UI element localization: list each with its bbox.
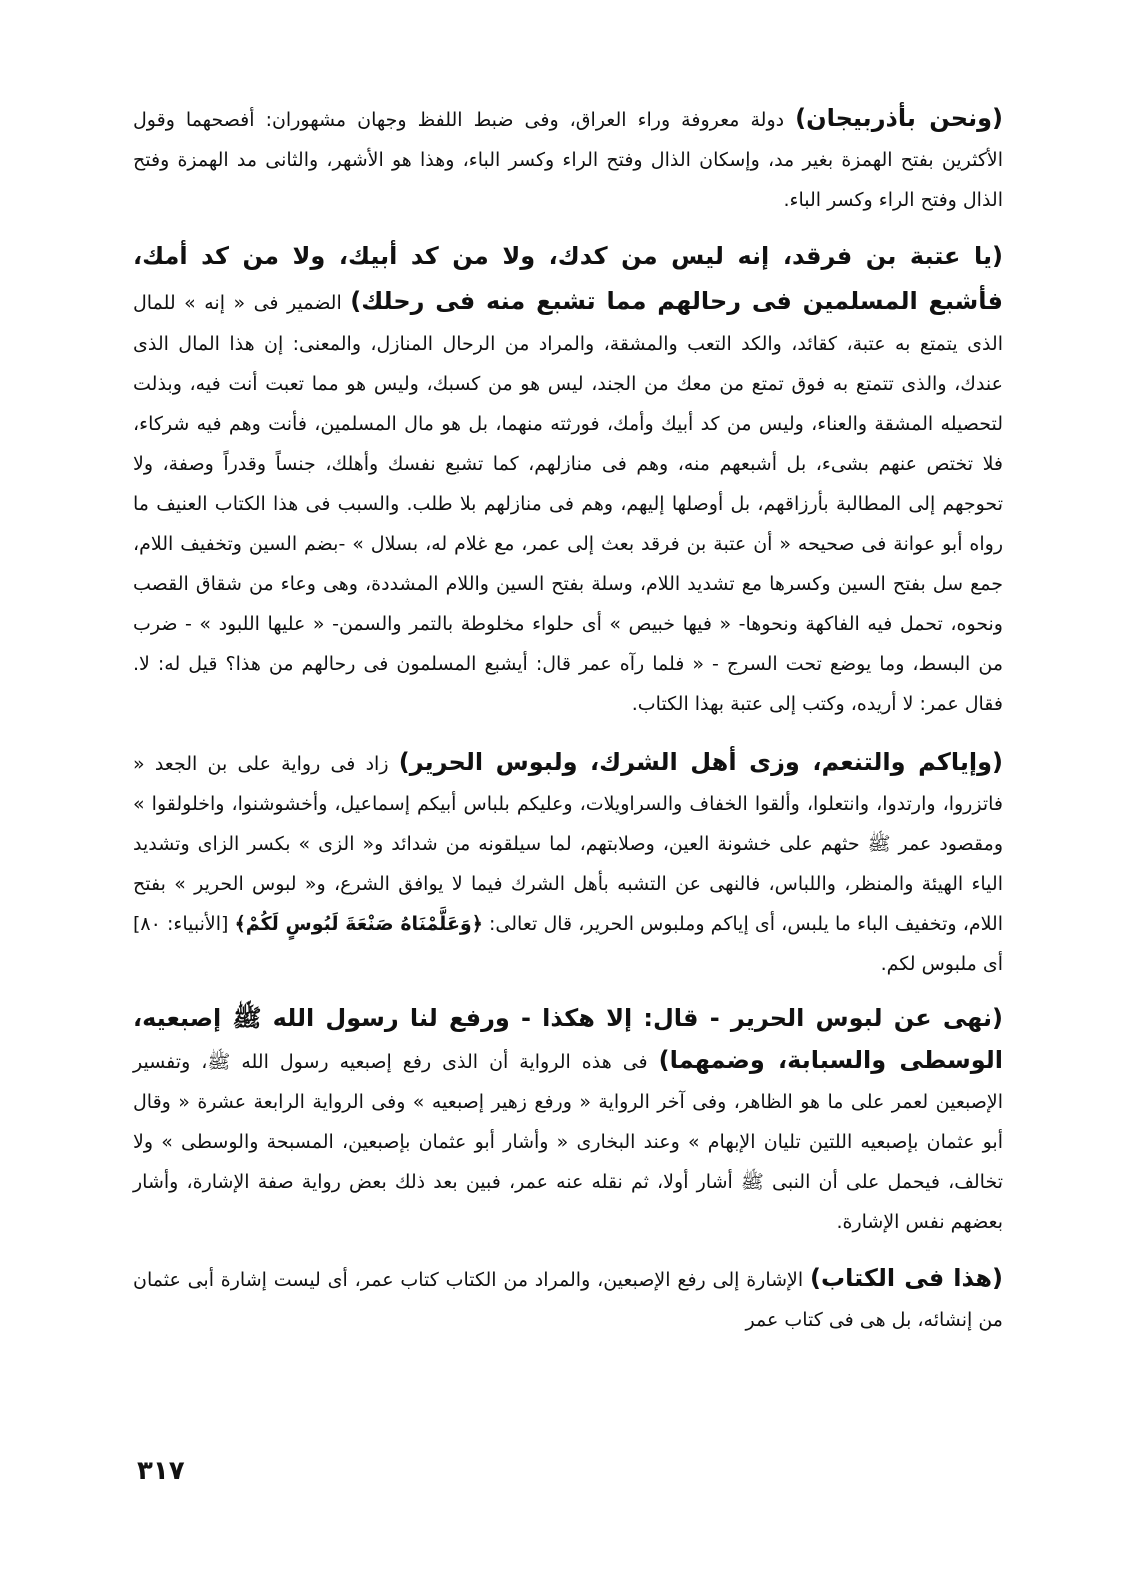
paragraph-heading: (يا عتبة بن فرقد، إنه ليس من كدك، ولا من كد أبيك، ولا من كد أمك، فأشبع المسلمين فى رحالهم مما تشبع منه فى رحلك) bbox=[133, 242, 1003, 315]
paragraph-body: زاد فى رواية على بن الجعد « فاتزروا، وارتدوا، وانتعلوا، وألقوا الخفاف والسراويلات، وعليكم بلباس أبيكم إسماعيل، وأخشوشنوا، واخلولقوا » ومقصود عمر ﷺ حثهم على خشونة العين، وصلابتهم، لما سيلقونه من شدائد و« الزى » بكسر الزاى وتشديد الياء الهيئة والمنظر، واللباس، فالنهى عن التشبه بأهل الشرك فيما لا يوافق الشرع، و« لبوس الحرير » بفتح اللام، وتخفيف الباء ما يلبس، أى إياكم وملبوس الحرير، قال تعالى: bbox=[133, 753, 1003, 935]
paragraph-utbah-ibn-farqad bbox=[133, 234, 1003, 724]
paragraph-body: الضمير فى « إنه » للمال الذى يتمتع به عتبة، كقائد، والكد التعب والمشقة، والمراد من الرحال المنازل، والمعنى: إن هذا المال الذى عندك، والذى تتمتع به فوق تمتع من معك من الجند، ليس هو من كسبك، وليس هو مما تعبت أنت فيه، وبذلت لتحصيله المشقة والعناء، وليس من كد أبيك وأمك، فورثته منهما، بل هو مال المسلمين، فأنت وهم فيه شركاء، فلا تختص عنهم بشىء، بل أشبعهم منه، وهم فى منازلهم، كما تشبع نفسك وأهلك، جنساً وقدراً وصفة، ولا تحوجهم إلى المطالبة بأرزاقهم، بل أوصلها إليهم، وهم فى منازلهم بلا طلب. والسبب فى هذا الكتاب العنيف ما رواه أبو عوانة فى صحيحه « أن عتبة بن فرقد بعث إلى عمر، مع غلام له، بسلال » -بضم السين وتخفيف اللام، جمع سل بفتح السين وكسرها مع تشديد اللام، وسلة بفتح السين واللام المشددة، وهى وعاء من شقاق القصب ونحوه، تحمل فيه الفاكهة ونحوها- « فيها خبيص » أى حلواء مخلوطة بالتمر والسمن- « عليها اللبود » - ضرب من البسط، وما يوضع تحت السرج - « فلما رآه عمر قال: أيشبع المسلمون فى رحالهم من هذا؟ قيل له: لا. فقال عمر: لا أريده، وكتب إلى عتبة بهذا الكتاب. bbox=[133, 292, 1003, 715]
quran-verse: ﴿وَعَلَّمْنَاهُ صَنْعَةَ لَبُوسٍ لَكُمْ﴾ bbox=[234, 913, 483, 935]
paragraph-body: فى هذه الرواية أن الذى رفع إصبعيه رسول الله ﷺ، وتفسير الإصبعين لعمر على ما هو الظاهر، وفى آخر الرواية « ورفع زهير إصبعيه » وفى الرواية الرابعة عشرة « وقال أبو عثمان بإصبعيه اللتين تليان الإبهام » وعند البخارى « وأشار أبو عثمان بإصبعين، المسبحة والوسطى » ولا تخالف، فيحمل على أن النبى ﷺ أشار أولا، ثم نقله عنه عمر، فبين بعد ذلك بعض رواية صفة الإشارة، وأشار بعضهم نفس الإشارة. bbox=[133, 1051, 1003, 1233]
document-page bbox=[133, 98, 1003, 1340]
paragraph-heading: (ونحن بأذربيجان) bbox=[795, 104, 1003, 132]
page-number: ٣١٧ bbox=[137, 1456, 185, 1486]
paragraph-heading: (وإياكم والتنعم، وزى أهل الشرك، ولبوس الحرير) bbox=[398, 748, 1003, 776]
paragraph-beware-luxury bbox=[133, 742, 1003, 984]
paragraph-azerbaijan bbox=[133, 98, 1003, 220]
paragraph-in-the-letter bbox=[133, 1258, 1003, 1340]
paragraph-body: الإشارة إلى رفع الإصبعين، والمراد من الكتاب كتاب عمر، أى ليست إشارة أبى عثمان من إنشائه، بل هى فى كتاب عمر bbox=[133, 1269, 1003, 1331]
paragraph-heading: (نهى عن لبوس الحرير - قال: إلا هكذا - ورفع لنا رسول الله ﷺ إصبعيه، الوسطى والسبابة، وضمهما) bbox=[133, 1004, 1003, 1074]
verse-citation: [الأنبياء: ٨٠] أى ملبوس لكم. bbox=[133, 913, 1003, 975]
paragraph-silk-prohibition bbox=[133, 998, 1003, 1242]
paragraph-body: دولة معروفة وراء العراق، وفى ضبط اللفظ وجهان مشهوران: أفصحهما وقول الأكثرين بفتح الهمزة بغير مد، وإسكان الذال وفتح الراء وكسر الباء، وهذا هو الأشهر، والثانى مد الهمزة وفتح الذال وفتح الراء وكسر الباء. bbox=[133, 109, 1003, 211]
paragraph-heading: (هذا فى الكتاب) bbox=[809, 1264, 1004, 1292]
